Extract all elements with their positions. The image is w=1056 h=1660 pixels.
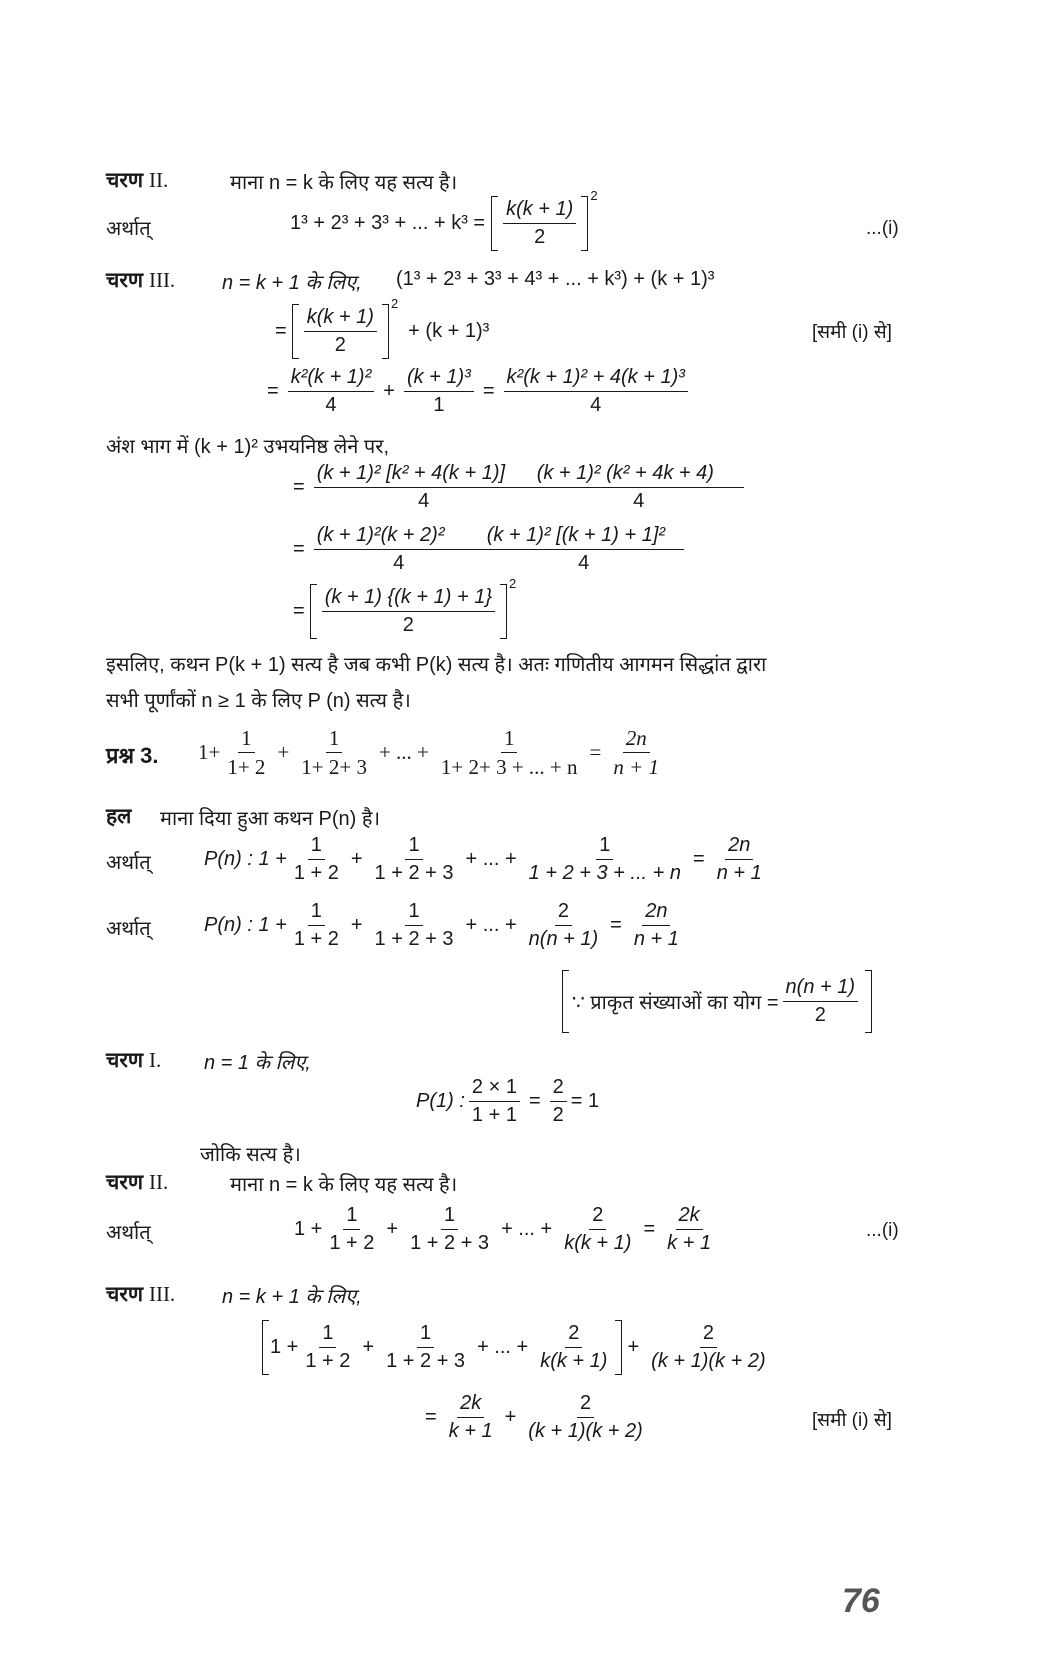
equals-sign: = — [610, 914, 622, 936]
step-1-condition: n = 1 के लिए, — [204, 1052, 311, 1074]
arthat-label: अर्थात् — [106, 218, 151, 240]
numerator: k(k + 1) — [503, 198, 576, 224]
fraction — [372, 900, 457, 951]
step-3-line-4 — [288, 462, 748, 513]
equals-sign: = — [275, 320, 287, 342]
equals-sign: = — [643, 1218, 656, 1240]
step-3-line-2 — [270, 296, 490, 357]
exponent: 2 — [390, 296, 399, 311]
pn-lead: P(n) : 1 + — [204, 848, 287, 870]
equals-sign: = — [267, 380, 279, 402]
fraction — [404, 366, 474, 417]
step-roman: III. — [148, 1282, 176, 1306]
step-3-heading — [106, 1280, 175, 1308]
p1-equation — [416, 1076, 599, 1127]
numerator: 2 — [550, 1076, 567, 1102]
numerator: 1 — [238, 726, 255, 753]
fraction — [469, 1076, 520, 1127]
fraction — [326, 1204, 377, 1255]
numerator: (k + 1)² [(k + 1) + 1]² — [484, 524, 684, 550]
step-3-condition: n = k + 1 के लिए, — [222, 1286, 362, 1308]
bracket — [292, 306, 389, 357]
fraction — [537, 1322, 610, 1373]
ellipsis: + ... + — [378, 740, 429, 765]
denominator: 1 + 2 — [329, 1232, 375, 1254]
step-3-heading — [106, 266, 175, 294]
lead-term: 1 + — [294, 1218, 323, 1240]
denominator: 4 — [325, 394, 337, 416]
denominator: 4 — [393, 552, 405, 574]
fraction — [302, 1322, 353, 1373]
step-label: चरण — [106, 169, 144, 192]
equation-i — [290, 188, 598, 249]
numerator: 2 — [555, 900, 572, 926]
equals-sign: = — [293, 600, 305, 622]
numerator: 2k — [676, 1204, 703, 1230]
numerator: 1 — [441, 1204, 458, 1230]
denominator: 2 — [552, 1104, 564, 1126]
denominator: k + 1 — [448, 1420, 493, 1442]
arthat-label: अर्थात् — [106, 1222, 151, 1244]
equals-sign: = — [528, 1090, 541, 1112]
numerator: 2 × 1 — [469, 1076, 520, 1102]
step-3-line-6 — [288, 576, 517, 637]
bracket — [562, 972, 872, 1031]
denominator: n + 1 — [716, 862, 762, 884]
numerator: 1 — [326, 726, 343, 753]
step-roman: III. — [148, 268, 176, 292]
step-3-line-3 — [262, 366, 692, 417]
denominator: 1 + 2 — [293, 928, 339, 950]
fraction — [526, 834, 684, 885]
denominator: 1 + 2 — [305, 1350, 351, 1372]
numerator: 2k — [457, 1392, 484, 1418]
common-factor-text: अंश भाग में (k + 1)² उभयनिष्ठ लेने पर, — [106, 436, 390, 458]
fraction — [504, 366, 688, 417]
numerator: 1 — [319, 1322, 336, 1348]
denominator: 1 + 2 + 3 — [374, 928, 454, 950]
denominator: 1 + 2 + 3 — [410, 1232, 490, 1254]
true-statement: जोकि सत्य है। — [200, 1144, 301, 1166]
solution-label: हल — [106, 805, 132, 828]
equals-sign: = — [293, 538, 305, 560]
pn-equation-2 — [204, 900, 686, 951]
denominator: 1 + 2 + 3 — [374, 862, 454, 884]
denominator: k(k + 1) — [564, 1232, 632, 1254]
page-number: 76 — [842, 1582, 880, 1620]
fraction — [550, 1076, 567, 1127]
fraction — [525, 1392, 645, 1443]
plus-sign: + — [362, 1336, 375, 1358]
fraction — [503, 198, 576, 249]
equation-lhs: 1³ + 2³ + 3³ + ... + k³ = — [290, 212, 486, 234]
fraction — [484, 524, 684, 575]
fraction — [224, 726, 268, 779]
numerator: (k + 1)²(k + 2)² — [314, 524, 484, 550]
fraction — [664, 1204, 714, 1255]
plus-sign: + — [350, 848, 363, 870]
ellipsis: + ... + — [465, 848, 517, 870]
numerator: k²(k + 1)² + 4(k + 1)³ — [504, 366, 688, 392]
arthat-label: अर्थात् — [106, 852, 151, 874]
denominator: 1+ 2+ 3 — [301, 755, 367, 780]
numerator: 2n — [642, 900, 670, 926]
plus-sign: + — [277, 740, 290, 765]
equals-sign: = — [293, 476, 305, 498]
equation-ref-note: [समी (i) से] — [812, 1410, 892, 1431]
denominator: 1+ 2 — [227, 755, 266, 780]
bracket — [491, 198, 588, 249]
denominator: (k + 1)(k + 2) — [528, 1420, 643, 1442]
fraction — [383, 1322, 468, 1373]
ellipsis: + ... + — [501, 1218, 553, 1240]
fraction — [372, 834, 457, 885]
denominator: k(k + 1) — [540, 1350, 608, 1372]
fraction — [446, 1392, 496, 1443]
denominator: 2 — [334, 334, 346, 356]
lead-term: 1 + — [270, 1336, 299, 1358]
numerator: 1 — [501, 726, 518, 753]
equals-sign: = — [425, 1406, 437, 1428]
denominator: (k + 1)(k + 2) — [651, 1350, 766, 1372]
numerator: 2 — [700, 1322, 717, 1348]
denominator: 1 — [433, 394, 445, 416]
step-3-expression — [262, 1322, 773, 1373]
denominator: 1+ 2+ 3 + ... + n — [440, 755, 578, 780]
fraction — [322, 586, 495, 637]
exponent: 2 — [509, 576, 517, 591]
fraction — [648, 1322, 768, 1373]
numerator: n(n + 1) — [783, 976, 858, 1002]
fraction — [288, 366, 375, 417]
denominator: 1 + 1 — [471, 1104, 517, 1126]
fraction — [298, 726, 370, 779]
denominator: 1 + 2 + 3 + ... + n — [528, 862, 682, 884]
ellipsis: + ... + — [465, 914, 517, 936]
denominator: 4 — [633, 490, 645, 512]
note-text: ∵ प्राकृत संख्याओं का योग = — [572, 992, 779, 1014]
numerator: (k + 1)² (k² + 4k + 4) — [534, 462, 744, 488]
p1-result: = 1 — [570, 1090, 600, 1112]
numerator: 1 — [417, 1322, 434, 1348]
denominator: 2 — [814, 1004, 826, 1026]
p1-lead: P(1) : — [416, 1090, 465, 1112]
numerator: (k + 1) {(k + 1) + 1} — [322, 586, 495, 612]
denominator: 1 + 2 + 3 — [386, 1350, 466, 1372]
pn-equation-1 — [204, 834, 769, 885]
step-roman: I. — [148, 1048, 162, 1072]
numerator: (k + 1)³ — [404, 366, 474, 392]
arthat-label: अर्थात् — [106, 918, 151, 940]
question-3-label: प्रश्न 3. — [106, 743, 159, 768]
fraction — [291, 900, 342, 951]
numerator: k(k + 1) — [304, 306, 377, 332]
denominator: n(n + 1) — [528, 928, 599, 950]
fraction — [631, 900, 682, 951]
bracket — [310, 586, 507, 637]
numerator: 2 — [589, 1204, 606, 1230]
step-roman: II. — [148, 168, 169, 192]
fraction — [610, 726, 662, 779]
step-2-heading — [106, 1168, 168, 1196]
fraction — [314, 524, 484, 575]
numerator: 1 — [405, 834, 422, 860]
numerator: 1 — [343, 1204, 360, 1230]
numerator: 1 — [405, 900, 422, 926]
exponent: 2 — [590, 188, 598, 203]
denominator: 4 — [590, 394, 602, 416]
denominator: 4 — [418, 490, 430, 512]
fraction — [534, 462, 744, 513]
step-roman: II. — [148, 1170, 169, 1194]
numerator: 1 — [308, 900, 325, 926]
denominator: 4 — [578, 552, 590, 574]
numerator: 2n — [623, 726, 650, 753]
expression-tail: + (k + 1)³ — [408, 320, 490, 342]
denominator: n + 1 — [633, 928, 679, 950]
denominator: 2 — [402, 614, 414, 636]
fraction — [314, 462, 534, 513]
fraction — [714, 834, 765, 885]
equals-sign: = — [589, 740, 602, 765]
denominator: n + 1 — [613, 755, 660, 780]
k-equation-i — [294, 1204, 718, 1255]
denominator: k + 1 — [667, 1232, 712, 1254]
fraction — [526, 900, 601, 951]
ellipsis: + ... + — [477, 1336, 529, 1358]
step-2-heading — [106, 166, 168, 194]
step-1-heading — [106, 1046, 161, 1074]
natural-sum-note — [562, 972, 872, 1031]
equation-ref-note: [समी (i) से] — [812, 322, 892, 343]
question-3-equation — [198, 726, 666, 779]
fraction — [407, 1204, 492, 1255]
step-3-condition: n = k + 1 के लिए, — [222, 272, 362, 294]
step-3-line-5 — [288, 524, 688, 575]
numerator: 2n — [725, 834, 753, 860]
plus-sign: + — [350, 914, 363, 936]
equation-ref-i: ...(i) — [866, 218, 899, 239]
fraction — [291, 834, 342, 885]
numerator: 2 — [565, 1322, 582, 1348]
denominator: 1 + 2 — [293, 862, 339, 884]
step-label: चरण — [106, 1283, 144, 1306]
conclusion-line-1: इसलिए, कथन P(k + 1) सत्य है जब कभी P(k) सत्य है। अतः गणितीय आगमन सिद्धांत द्वारा — [106, 654, 767, 676]
numerator: 1 — [308, 834, 325, 860]
solution-intro: माना दिया हुआ कथन P(n) है। — [160, 808, 381, 830]
numerator: k²(k + 1)² — [288, 366, 375, 392]
fraction — [561, 1204, 634, 1255]
equation-ref-i: ...(i) — [866, 1220, 899, 1241]
bracket — [262, 1322, 622, 1373]
denominator: 2 — [534, 226, 546, 248]
fraction — [783, 976, 858, 1027]
numerator: 2 — [577, 1392, 594, 1418]
numerator: (k + 1)² [k² + 4(k + 1)] — [314, 462, 534, 488]
step-3-expression: (1³ + 2³ + 3³ + 4³ + ... + k³) + (k + 1)³ — [396, 268, 715, 290]
equals-sign: = — [693, 848, 705, 870]
plus-sign: + — [627, 1336, 640, 1358]
plus-sign: + — [386, 1218, 399, 1240]
pn-lead: P(n) : 1 + — [204, 914, 287, 936]
step-3-result — [420, 1392, 650, 1443]
step-label: चरण — [106, 1049, 144, 1072]
numerator: 1 — [596, 834, 613, 860]
step-label: चरण — [106, 1171, 144, 1194]
equals-sign: = — [482, 380, 495, 402]
plus-sign: + — [504, 1406, 517, 1428]
lead-term: 1+ — [198, 740, 221, 765]
step-2-text: माना n = k के लिए यह सत्य है। — [230, 1174, 458, 1196]
step-label: चरण — [106, 269, 144, 292]
fraction — [304, 306, 377, 357]
plus-sign: + — [383, 380, 395, 402]
conclusion-line-2: सभी पूर्णांकों n ≥ 1 के लिए P (n) सत्य है। — [106, 690, 411, 712]
step-2-text: माना n = k के लिए यह सत्य है। — [230, 172, 458, 194]
fraction — [438, 726, 581, 779]
